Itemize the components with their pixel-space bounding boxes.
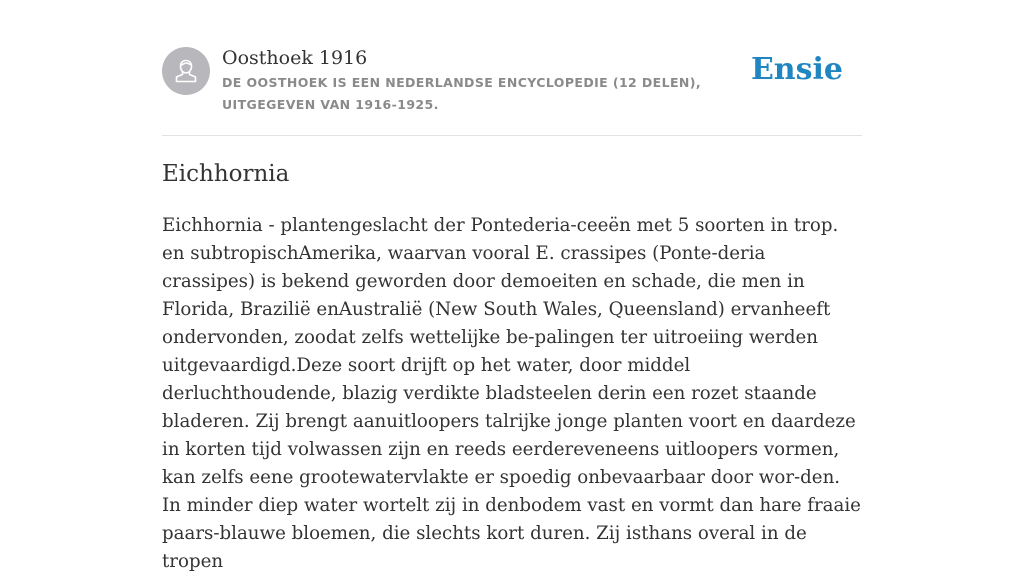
entry-title: Eichhornia: [162, 161, 290, 187]
user-icon: [171, 56, 201, 86]
ensie-logo[interactable]: Ensie: [750, 52, 843, 87]
source-title[interactable]: Oosthoek 1916: [222, 47, 368, 69]
entry-body: Eichhornia - plantengeslacht der Pontederia-ceeën met 5 soorten in trop. en subtropischAmerika, waarvan vooral E. crassipes (Ponte-deria crassipes) is bekend geworden door demoeiten en schade, die men in Florida, Brazilië enAustralië (New South Wales, Queensland) ervanheeft ondervonden, zoodat zelfs wettelijke be-palingen ter uitroeiing werden uitgevaardigd.Deze soort drijft op het water, door middel derluchthoudende, blazig verdikte bladsteelen derin een rozet staande bladeren. Zij brengt aanuitloopers talrijke jonge planten voort en daardeze in korten tijd volwassen zijn en reeds eerdereveneens uitloopers vormen, kan zelfs eene grootewatervlakte er spoedig onbevaarbaar door wor-den. In minder diep water wortelt zij in denbodem vast en vormt dan hare fraaie paars-blauwe bloemen, die slechts kort duren. Zij isthans overal in de tropen: [162, 215, 861, 572]
source-description: DE OOSTHOEK IS EEN NEDERLANDSE ENCYCLOPEDIE (12 DELEN), UITGEGEVEN VAN 1916-1925.: [222, 75, 702, 112]
source-header: [162, 46, 862, 136]
avatar[interactable]: [162, 47, 210, 95]
header-divider: [162, 135, 862, 136]
